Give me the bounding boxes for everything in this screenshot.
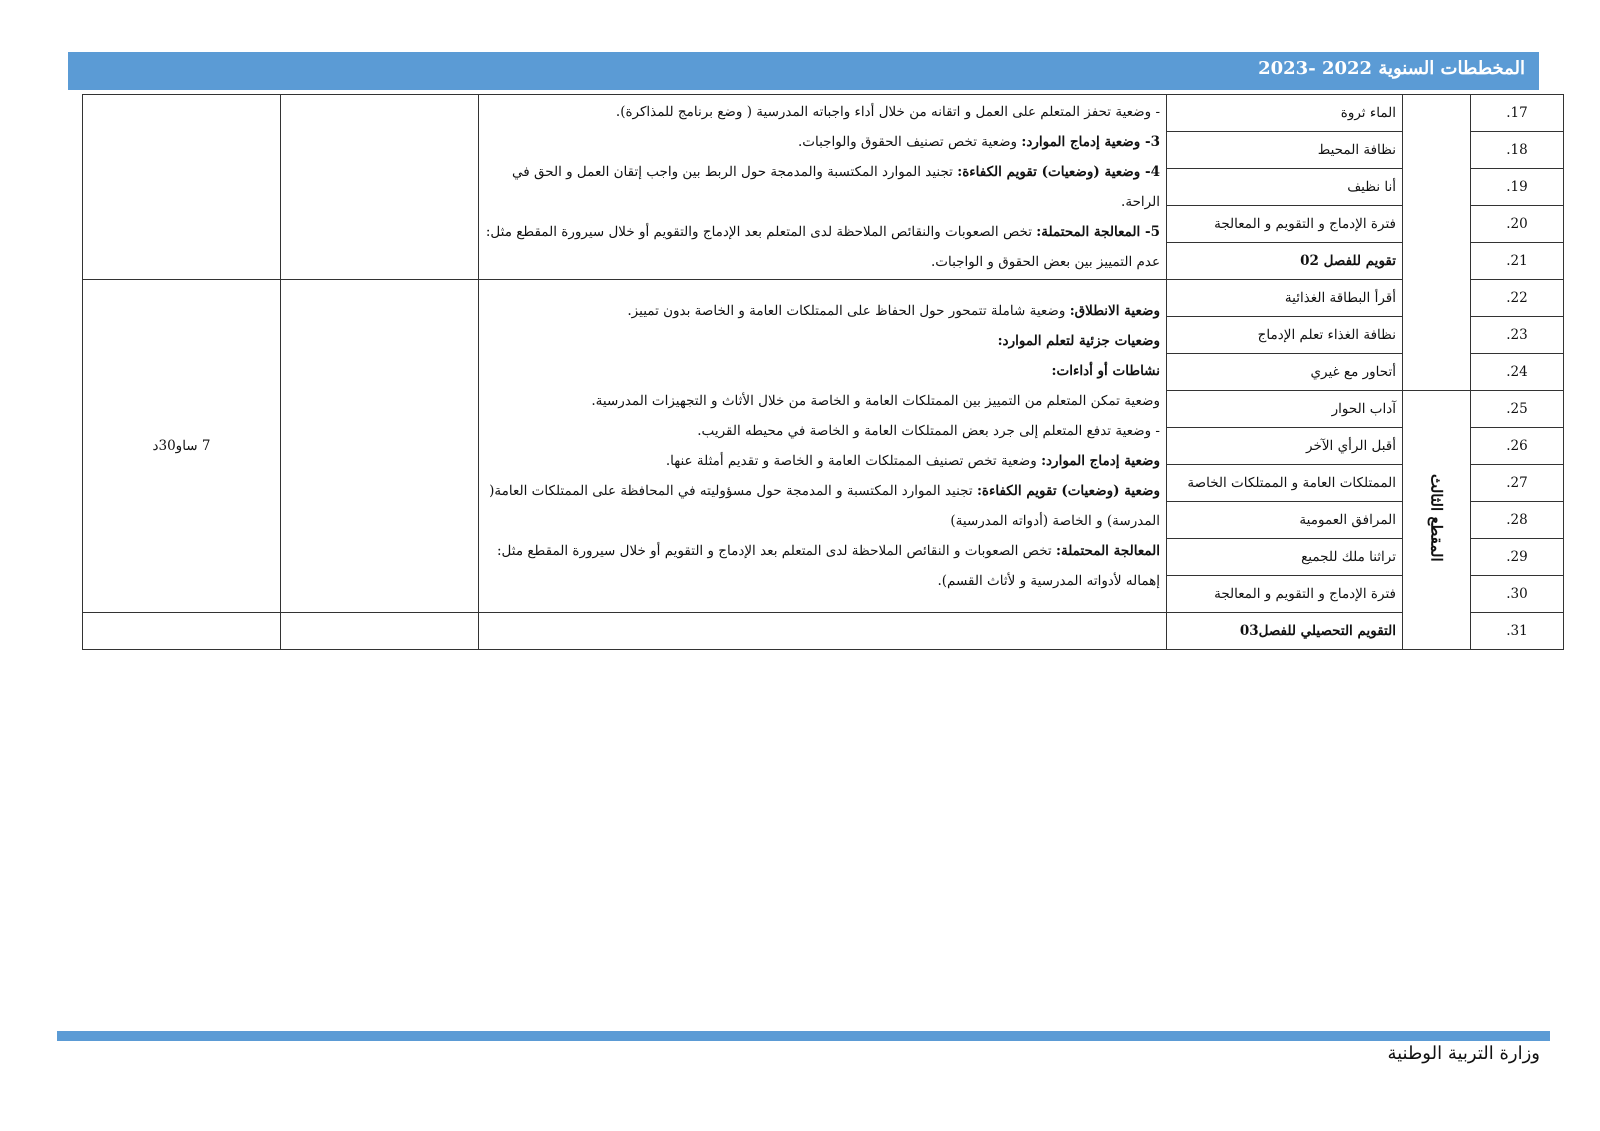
resources-cell-last	[281, 613, 479, 650]
table-row	[83, 613, 1564, 650]
content-line: 3- وضعية إدماج الموارد: وضعية تخص تصنيف الحقوق والواجبات.	[797, 134, 1160, 150]
time-cell-mid: 7 ساو30د	[83, 280, 281, 613]
content-line: نشاطات أو أداءات:	[1051, 363, 1160, 379]
lesson-title: تقويم للفصل 02	[1167, 243, 1403, 280]
row-number: 29.	[1471, 539, 1564, 576]
lesson-title: فترة الإدماج و التقويم و المعالجة	[1167, 206, 1403, 243]
lesson-title: تراثنا ملك للجميع	[1167, 539, 1403, 576]
footer-band	[57, 1031, 1550, 1041]
content-cell-mid	[479, 280, 1167, 613]
row-number: 28.	[1471, 502, 1564, 539]
content-line: وضعية (وضعيات) تقويم الكفاءة: تجنيد الموارد المكتسبة و المدمجة حول مسؤوليته في المحافظة على الممتلكات العامة( المدرسة) و الخاصة (أدواته المدرسية)	[489, 483, 1160, 529]
content-line: - وضعية تدفع المتعلم إلى جرد بعض الممتلكات العامة و الخاصة في محيطه القريب.	[697, 423, 1160, 439]
row-number: 24.	[1471, 354, 1564, 391]
content-cell-top	[479, 95, 1167, 280]
lesson-title: أقرأ البطاقة الغذائية	[1167, 280, 1403, 317]
segment-cell-previous	[1403, 95, 1471, 391]
time-cell-last	[83, 613, 281, 650]
segment-label: المقطع الثالث	[1427, 474, 1446, 562]
lesson-title: نظافة الغذاء تعلم الإدماج	[1167, 317, 1403, 354]
header-band	[68, 52, 1539, 90]
row-number: 17.	[1471, 95, 1564, 132]
content-line: وضعيات جزئية لتعلم الموارد:	[997, 333, 1160, 349]
row-number: 19.	[1471, 169, 1564, 206]
table-row	[83, 280, 1564, 317]
resources-cell-top	[281, 95, 479, 280]
content-line: المعالجة المحتملة: تخص الصعوبات و النقائص الملاحظة لدى المتعلم بعد الإدماج و التقويم أو خلال سيرورة المقطع مثل: إهماله لأدواته المدرسية و لأثاث القسم).	[496, 543, 1160, 589]
lesson-title: أقبل الرأي الآخر	[1167, 428, 1403, 465]
lesson-title: المرافق العمومية	[1167, 502, 1403, 539]
content-cell-last	[479, 613, 1167, 650]
lesson-title: نظافة المحيط	[1167, 132, 1403, 169]
row-number: 25.	[1471, 391, 1564, 428]
footer-text: وزارة التربية الوطنية	[1387, 1043, 1540, 1064]
annual-plan-table	[82, 94, 1564, 650]
row-number: 18.	[1471, 132, 1564, 169]
lesson-title: أتحاور مع غيري	[1167, 354, 1403, 391]
content-line: وضعية الانطلاق: وضعية شاملة تتمحور حول الحفاظ على الممتلكات العامة و الخاصة بدون تمييز.	[627, 303, 1160, 319]
lesson-title: فترة الإدماج و التقويم و المعالجة	[1167, 576, 1403, 613]
row-number: 22.	[1471, 280, 1564, 317]
lesson-title: آداب الحوار	[1167, 391, 1403, 428]
table-row	[83, 95, 1564, 132]
row-number: 27.	[1471, 465, 1564, 502]
content-line: 4- وضعية (وضعيات) تقويم الكفاءة: تجنيد الموارد المكتسبة والمدمجة حول الربط بين واجب إتقان العمل و الحق في الراحة.	[511, 164, 1160, 210]
resources-cell-mid	[281, 280, 479, 613]
lesson-title: التقويم التحصيلي للفصل03	[1167, 613, 1403, 650]
content-line: وضعية تمكن المتعلم من التمييز بين الممتلكات العامة و الخاصة من خلال الأثاث و التجهيزات المدرسية.	[591, 393, 1160, 409]
row-number: 31.	[1471, 613, 1564, 650]
row-number: 30.	[1471, 576, 1564, 613]
segment-cell	[1403, 391, 1471, 650]
time-cell-top	[83, 95, 281, 280]
page-title: المخططات السنوية 2022 -2023	[1258, 58, 1525, 79]
content-line: - وضعية تحفز المتعلم على العمل و اتقانه من خلال أداء واجباته المدرسية ( وضع برنامج للمذاكرة).	[615, 104, 1160, 120]
row-number: 20.	[1471, 206, 1564, 243]
lesson-title: أنا نظيف	[1167, 169, 1403, 206]
content-line: 5- المعالجة المحتملة: تخص الصعوبات والنقائص الملاحظة لدى المتعلم بعد الإدماج والتقويم أو خلال سيرورة المقطع مثل: عدم التمييز بين بعض الحقوق و الواجبات.	[485, 224, 1160, 270]
lesson-title: الممتلكات العامة و الممتلكات الخاصة	[1167, 465, 1403, 502]
content-line: وضعية إدماج الموارد: وضعية تخص تصنيف الممتلكات العامة و الخاصة و تقديم أمثلة عنها.	[665, 453, 1160, 469]
lesson-title: الماء ثروة	[1167, 95, 1403, 132]
row-number: 23.	[1471, 317, 1564, 354]
row-number: 26.	[1471, 428, 1564, 465]
row-number: 21.	[1471, 243, 1564, 280]
